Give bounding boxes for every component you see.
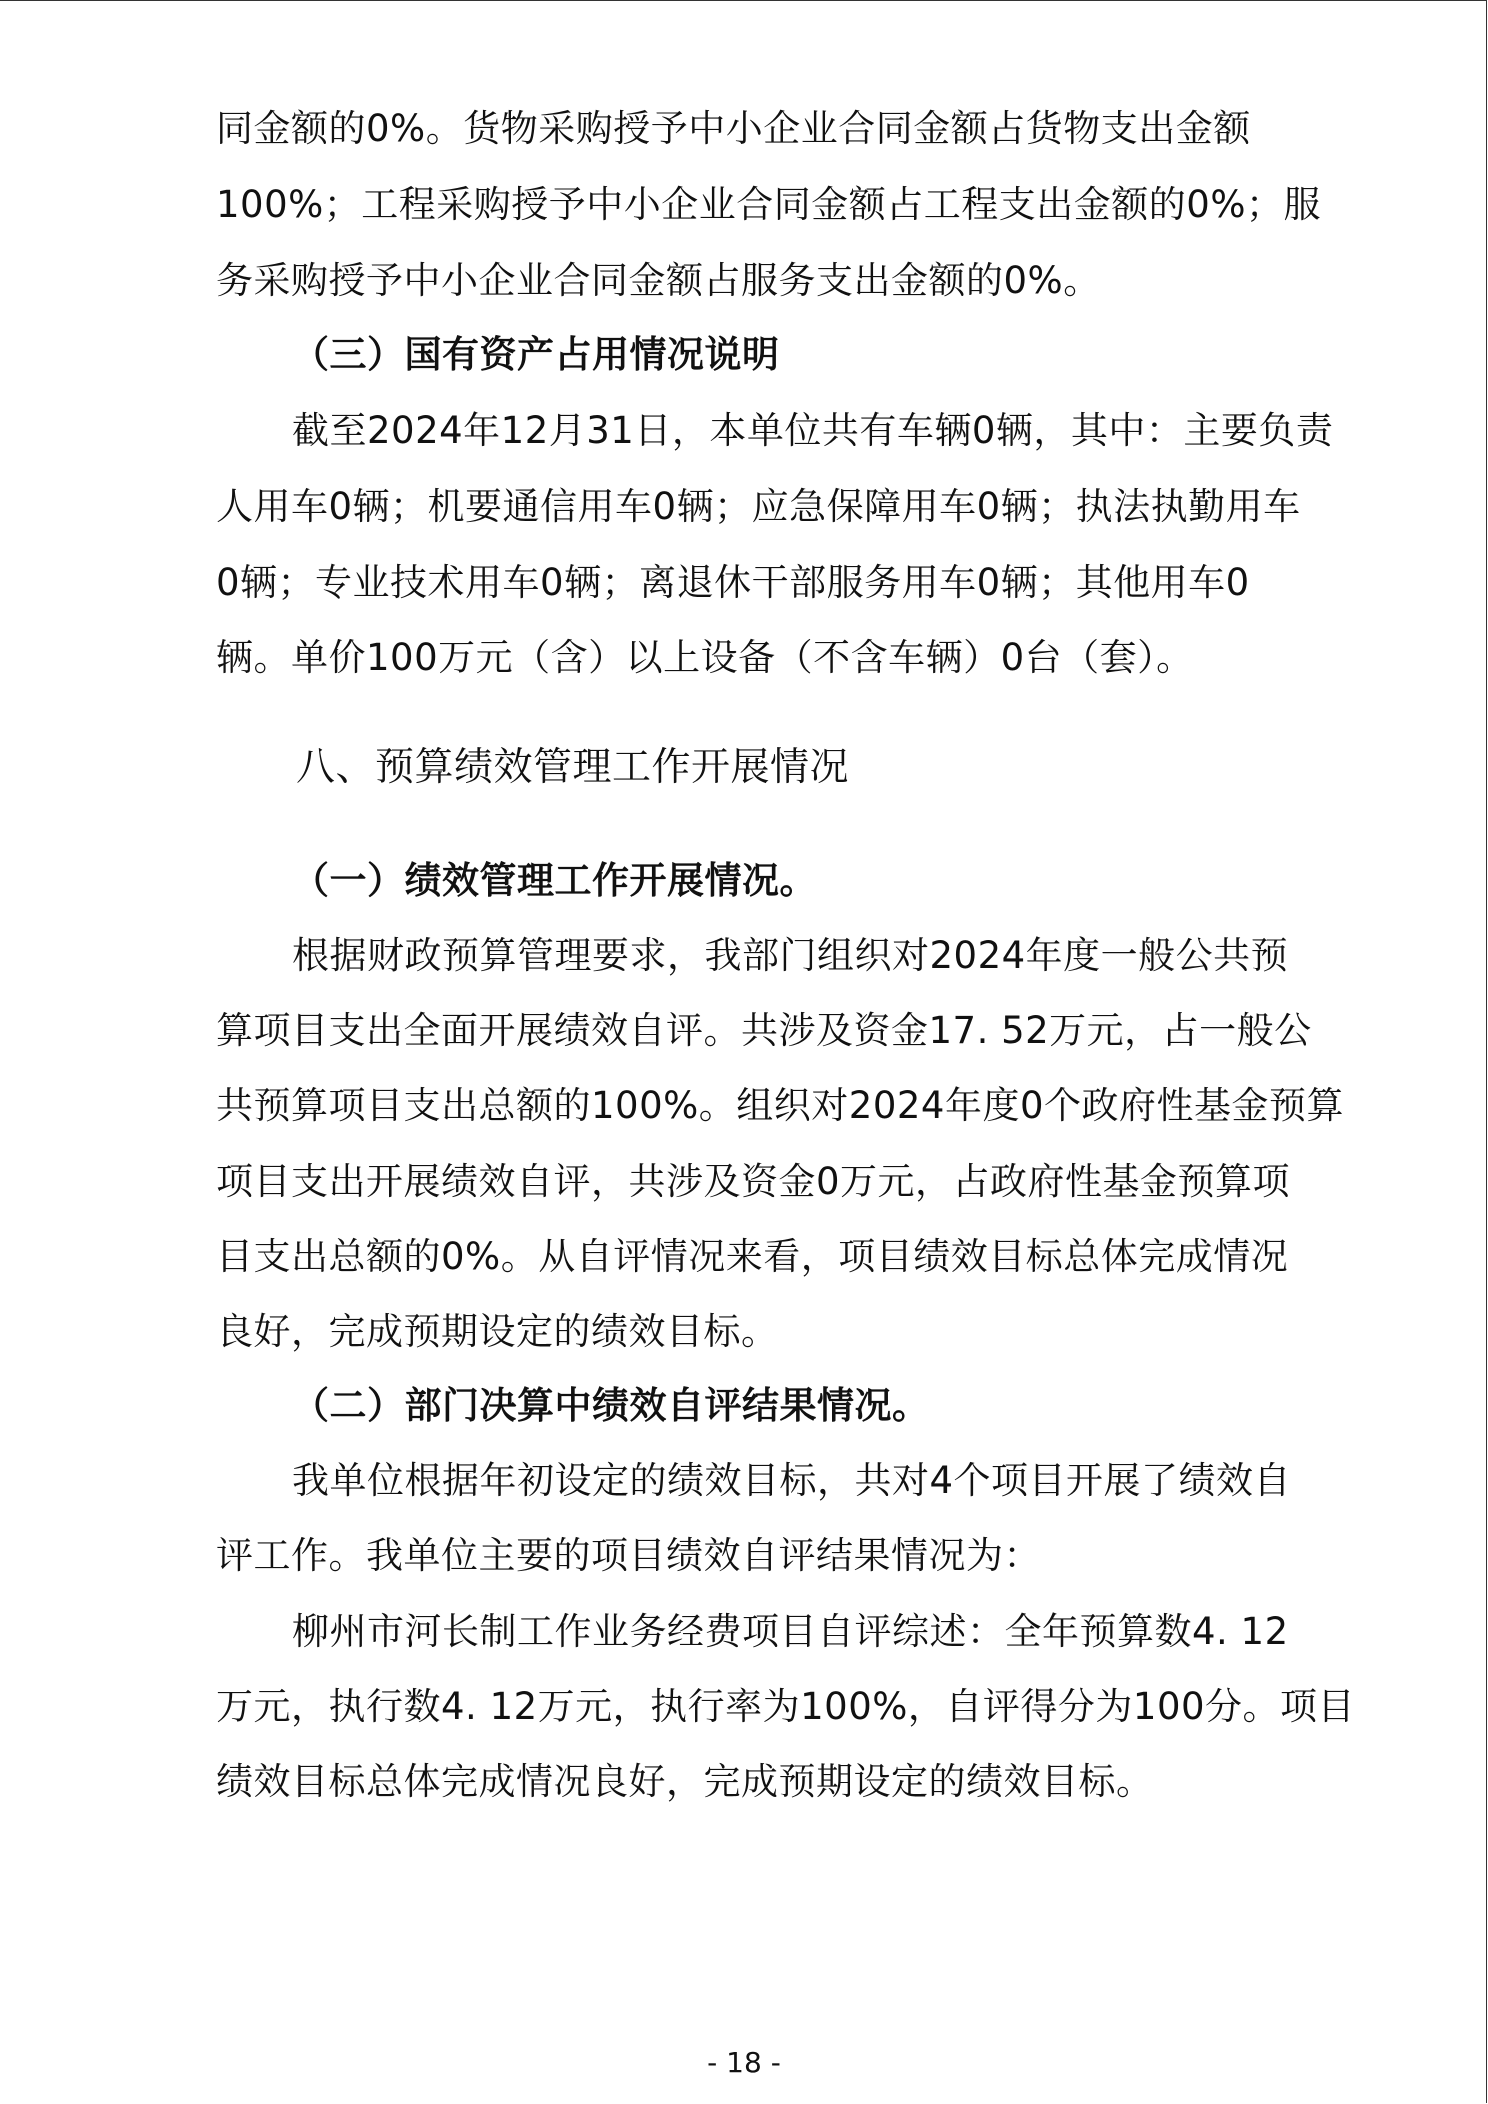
body-line: 目支出总额的0%。从自评情况来看，项目绩效目标总体完成情况: [216, 1235, 1289, 1278]
body-line: 人用车0辆；机要通信用车0辆；应急保障用车0辆；执法执勤用车: [216, 485, 1301, 528]
body-line: 共预算项目支出总额的100%。组织对2024年度0个政府性基金预算: [216, 1084, 1344, 1127]
body-line: 100%；工程采购授予中小企业合同金额占工程支出金额的0%；服: [216, 183, 1321, 226]
body-line: 0辆；专业技术用车0辆；离退休干部服务用车0辆；其他用车0: [216, 561, 1250, 604]
body-line: 评工作。我单位主要的项目绩效自评结果情况为：: [216, 1534, 1041, 1577]
body-line: 辆。单价100万元（含）以上设备（不含车辆）0台（套）。: [216, 636, 1194, 679]
body-line: 项目支出开展绩效自评，共涉及资金0万元，占政府性基金预算项: [216, 1160, 1291, 1203]
subsection-heading: （二）部门决算中绩效自评结果情况。: [292, 1384, 930, 1427]
section-heading: 八、预算绩效管理工作开展情况: [296, 745, 850, 790]
body-line: 根据财政预算管理要求，我部门组织对2024年度一般公共预: [292, 934, 1289, 977]
body-line: 算项目支出全面开展绩效自评。共涉及资金17. 52万元，占一般公: [216, 1009, 1312, 1052]
page-number: - 18 -: [707, 2046, 781, 2079]
body-line: 务采购授予中小企业合同金额占服务支出金额的0%。: [216, 259, 1101, 302]
subsection-heading: （三）国有资产占用情况说明: [292, 333, 780, 376]
subsection-heading: （一）绩效管理工作开展情况。: [292, 859, 817, 902]
body-line: 截至2024年12月31日，本单位共有车辆0辆，其中：主要负责: [292, 409, 1334, 452]
body-line: 柳州市河长制工作业务经费项目自评综述：全年预算数4. 12: [292, 1610, 1289, 1653]
body-line: 万元，执行数4. 12万元，执行率为100%，自评得分为100分。项目: [216, 1685, 1356, 1728]
body-line: 绩效目标总体完成情况良好，完成预期设定的绩效目标。: [216, 1760, 1154, 1803]
body-line: 同金额的0%。货物采购授予中小企业合同金额占货物支出金额: [216, 107, 1251, 150]
body-line: 良好，完成预期设定的绩效目标。: [216, 1310, 779, 1353]
body-line: 我单位根据年初设定的绩效目标，共对4个项目开展了绩效自: [292, 1459, 1292, 1502]
